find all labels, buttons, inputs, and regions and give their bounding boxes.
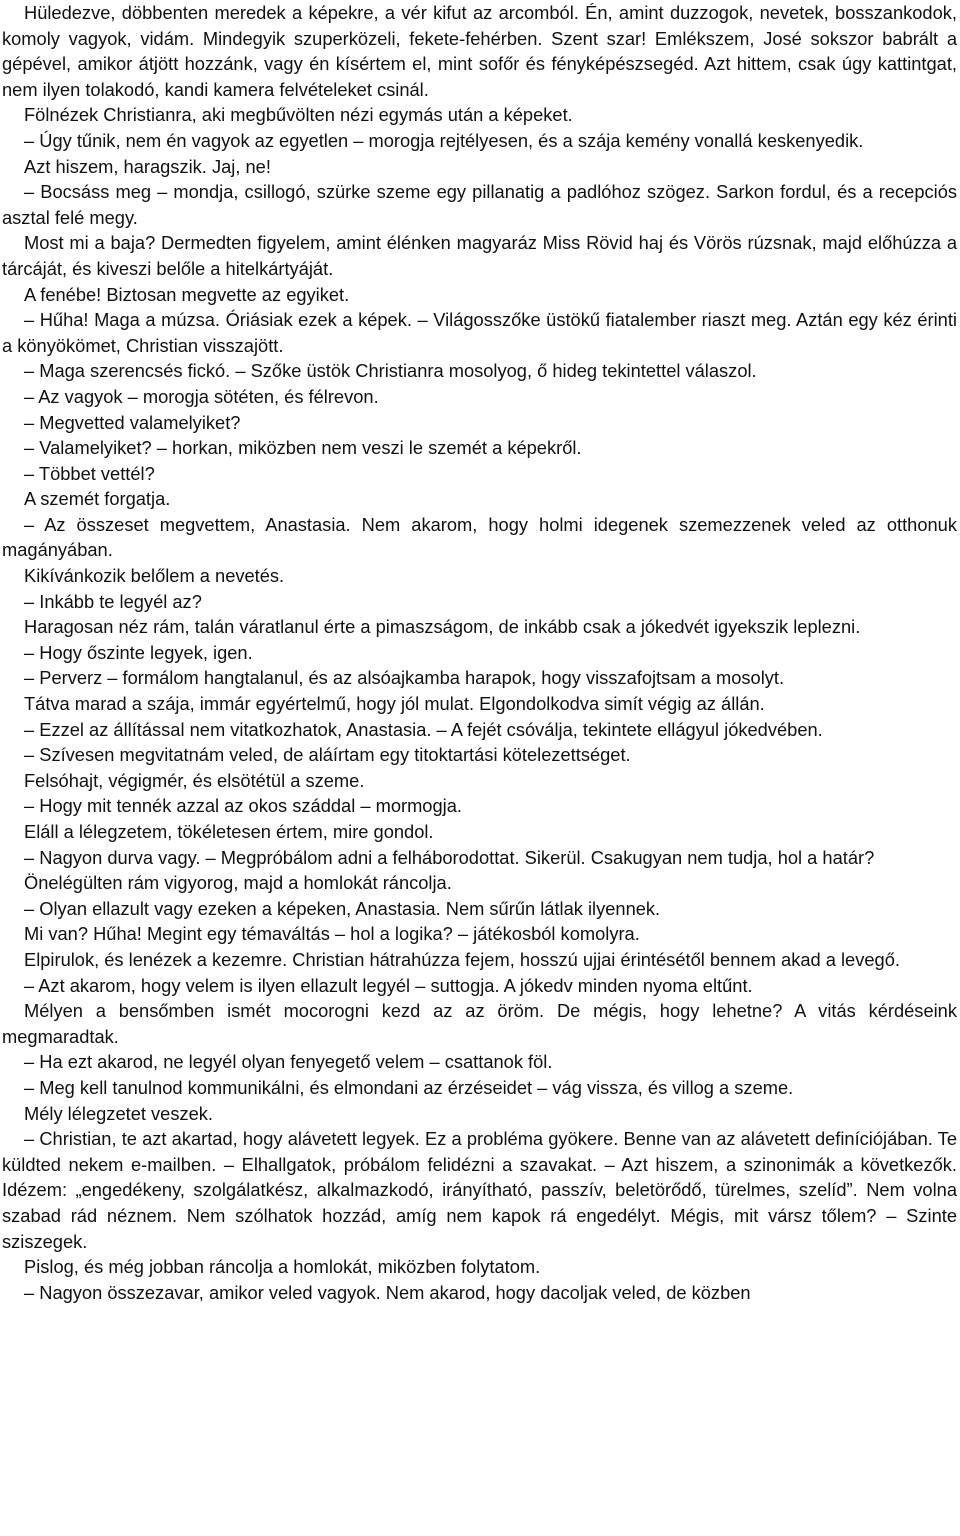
paragraph: A szemét forgatja. [24, 488, 171, 510]
paragraph: – Hűha! Maga a múzsa. Óriásiak ezek a képek. – Világosszőke üstökű fiatalember riaszt meg. Aztán egy kéz érinti a könyökömet, Christian visszajött. [2, 309, 957, 356]
paragraph: – Maga szerencsés fickó. – Szőke üstök Christianra mosolyog, ő hideg tekintettel válaszol. [24, 360, 757, 382]
document-body [2, 0, 957, 1305]
paragraph: Önelégülten rám vigyorog, majd a homlokát ráncolja. [24, 872, 452, 894]
paragraph: – Úgy tűnik, nem én vagyok az egyetlen – morogja rejtélyesen, és a szája kemény vonallá keskenyedik. [24, 129, 864, 151]
paragraph: – Az összeset megvettem, Anastasia. Nem akarom, hogy holmi idegenek szemezzenek veled az otthonuk magányában. [2, 513, 957, 561]
paragraph: Elpirulok, és lenézek a kezemre. Christian hátrahúzza fejem, hosszú ujjai érintésétől bennem akad a levegő. [24, 948, 900, 970]
paragraph: – Olyan ellazult vagy ezeken a képeken, Anastasia. Nem sűrűn látlak ilyennek. [24, 897, 661, 919]
paragraph: Mély lélegzetet veszek. [24, 1102, 213, 1124]
paragraph: Hüledezve, döbbenten meredek a képekre, a vér kifut az arcomból. Én, amint duzzogok, nevetek, bosszankodok, komoly vagyok, vidám. Mindegyik szuperközeli, fekete-fehérben. Szent szar! Emlékszem, José sokszor babrált a gépével, amikor átjött hozzánk, vagy én kísértem el, mint sofőr és fényképészsegéd. Azt hittem, csak úgy kattintgat, nem ilyen tolakodó, kandi kamera felvételeket csinál. [2, 2, 957, 100]
paragraph: – Hogy mit tennék azzal az okos száddal – mormogja. [24, 795, 462, 817]
paragraph: – Nagyon összezavar, amikor veled vagyok. Nem akarod, hogy dacoljak veled, de közben [24, 1281, 751, 1303]
paragraph: – Perverz – formálom hangtalanul, és az alsóajkamba harapok, hogy visszafojtsam a mosolyt. [24, 667, 785, 689]
paragraph: – Meg kell tanulnod kommunikálni, és elmondani az érzéseidet – vág vissza, és villog a szeme. [24, 1076, 794, 1098]
paragraph: Most mi a baja? Dermedten figyelem, amint élénken magyaráz Miss Rövid haj és Vörös rúzsnak, majd előhúzza a tárcáját, és kiveszi belőle a hitelkártyáját. [2, 232, 957, 279]
paragraph: – Bocsáss meg – mondja, csillogó, szürke szeme egy pillanatig a padlóhoz szögez. Sarkon fordul, és a recepciós asztal felé megy. [2, 181, 957, 228]
paragraph: – Hogy őszinte legyek, igen. [24, 641, 253, 663]
paragraph: Fölnézek Christianra, aki megbűvölten nézi egymás után a képeket. [24, 104, 573, 126]
paragraph: – Megvetted valamelyiket? [24, 411, 241, 433]
paragraph: Eláll a lélegzetem, tökéletesen értem, mire gondol. [24, 821, 434, 842]
paragraph: – Azt akarom, hogy velem is ilyen ellazult legyél – suttogja. A jókedv minden nyoma eltűnt. [24, 974, 753, 996]
paragraph: – Ezzel az állítással nem vitatkozhatok, Anastasia. – A fejét csóválja, tekintete ellágyul jókedvében. [24, 718, 823, 740]
paragraph: – Inkább te legyél az? [24, 590, 202, 612]
paragraph: – Többet vettél? [24, 462, 155, 484]
paragraph: Tátva marad a szája, immár egyértelmű, hogy jól mulat. Elgondolkodva simít végig az állán. [24, 693, 765, 715]
paragraph: Azt hiszem, haragszik. Jaj, ne! [24, 155, 271, 177]
paragraph: – Szívesen megvitatnám veled, de aláírtam egy titoktartási kötelezettséget. [24, 744, 631, 766]
paragraph: Kikívánkozik belőlem a nevetés. [24, 565, 285, 587]
paragraph: Mi van? Hűha! Megint egy témaváltás – hol a logika? – játékosból komolyra. [24, 923, 640, 945]
paragraph: Felsóhajt, végigmér, és elsötétül a szeme. [24, 769, 365, 791]
paragraph: Mélyen a bensőmben ismét mocorogni kezd az az öröm. De mégis, hogy lehetne? A vitás kérdéseink megmaradtak. [2, 1000, 957, 1047]
paragraph: A fenébe! Biztosan megvette az egyiket. [24, 283, 350, 305]
paragraph: – Ha ezt akarod, ne legyél olyan fenyegető velem – csattanok föl. [24, 1051, 553, 1073]
paragraph: Haragosan néz rám, talán váratlanul érte a pimaszságom, de inkább csak a jókedvét igyekszik leplezni. [24, 616, 861, 638]
paragraph: – Christian, te azt akartad, hogy alávetett legyek. Ez a probléma gyökere. Benne van az alávetett definíciójában. Te küldted nekem e-mailben. – Elhallgatok, próbálom felidézni a szavakat. – Azt hiszem, a szinonimák a következők. Idézem: „engedékeny, szolgálatkész, alkalmazkodó, irányítható, passzív, beletörődő, türelmes, szelíd”. Nem volna szabad rád néznem. Nem szólhatok hozzád, amíg nem kapok rá engedélyt. Mégis, mit vársz tőlem? – Szinte sziszegek. [2, 1128, 957, 1252]
paragraph: – Nagyon durva vagy. – Megpróbálom adni a felháborodottat. Sikerül. Csakugyan nem tudja, hol a határ? [24, 846, 875, 868]
paragraph: – Valamelyiket? – horkan, miközben nem veszi le szemét a képekről. [24, 437, 582, 459]
paragraph: Pislog, és még jobban ráncolja a homlokát, miközben folytatom. [24, 1256, 541, 1278]
paragraph: – Az vagyok – morogja sötéten, és félrevon. [24, 385, 379, 407]
